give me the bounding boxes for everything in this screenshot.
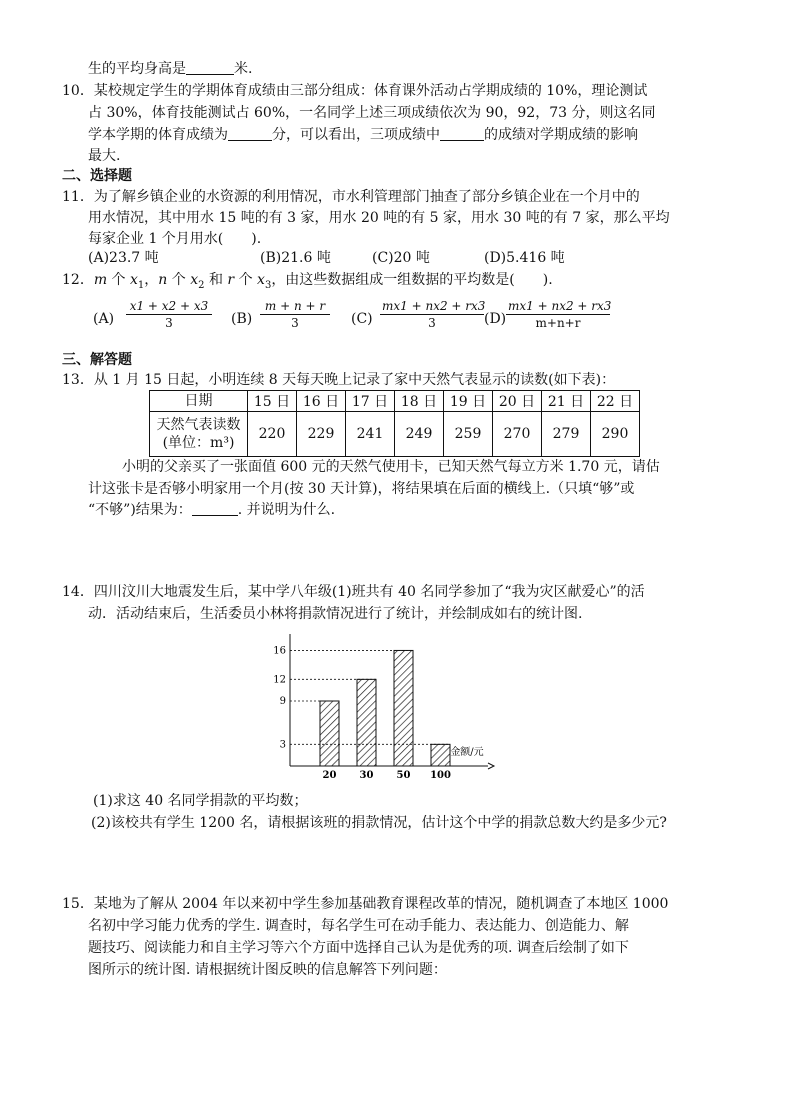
q13-line3: “不够”)结果为： . 并说明为什么.: [88, 502, 336, 518]
q14-sub1: (1)求这 40 名同学捐款的平均数；: [93, 793, 308, 809]
q11-line1: 11．为了解乡镇企业的水资源的利用情况，市水利管理部门抽查了部分乡镇企业在一个月中的: [62, 189, 640, 205]
x-axis-label: 金额/元: [450, 747, 484, 758]
table-header-cell: 日期: [150, 391, 248, 412]
q15-line2: 名初中学习能力优秀的学生. 调查时，每名学生可在动手能力、表达能力、创造能力、解: [88, 918, 629, 934]
q12-option-b-label: (B): [231, 311, 253, 327]
table-cell: 249: [395, 412, 444, 457]
x-tick-label: 30: [359, 770, 374, 780]
table-cell: 270: [493, 412, 542, 457]
table-row: [150, 412, 640, 457]
q15-line1: 15．某地为了解从 2004 年以来初中学生参加基础教育课程改革的情况，随机调查了本地区 1000: [62, 896, 669, 912]
q11-line3: 每家企业 1 个月用水( ).: [88, 231, 262, 247]
x-axis-arrow: [488, 763, 494, 769]
table-header-cell: 15 日: [248, 391, 297, 412]
table-cell: 279: [542, 412, 591, 457]
bar-50: [394, 650, 413, 766]
q15-line4: 图所示的统计图. 请根据统计图反映的信息解答下列问题：: [88, 962, 447, 978]
answer-blank: [186, 60, 234, 75]
q10-line3: 学本学期的体育成绩为 分，可以看出，三项成绩中 的成绩对学期成绩的影响: [88, 127, 638, 143]
table-header-row: [150, 391, 640, 412]
gas-reading-table: [149, 390, 640, 457]
donation-bar-chart: [262, 630, 502, 780]
table-cell: 259: [444, 412, 493, 457]
x-tick-label: 20: [322, 770, 337, 780]
table-header-cell: 22 日: [591, 391, 640, 412]
table-header-cell: 18 日: [395, 391, 444, 412]
bar-30: [357, 679, 376, 766]
q12-option-a-label: (A): [93, 311, 115, 327]
y-tick-label: 9: [279, 696, 286, 707]
y-tick-label: 12: [273, 674, 286, 686]
q10-line2: 占 30%，体育技能测试占 60%，一名同学上述三项成绩依次为 90，92，73 分，则这名同: [88, 105, 656, 121]
q9-tail: 生的平均身高是 米.: [88, 61, 253, 77]
bar-100: [431, 744, 450, 766]
q14-sub2: (2)该校共有学生 1200 名，请根据该班的捐款情况，估计这个中学的捐款总数大约是多少元?: [91, 815, 667, 831]
table-cell: 241: [346, 412, 395, 457]
q12-option-c-label: (C): [351, 311, 373, 327]
q14-line1: 14．四川汶川大地震发生后，某中学八年级(1)班共有 40 名同学参加了“我为灾区献爱心”的活: [62, 584, 645, 600]
bar-20: [320, 701, 339, 766]
section-heading-answer: 三、解答题: [62, 352, 132, 368]
q11-option-d: (D)5.416 吨: [484, 250, 565, 266]
table-header-cell: 17 日: [346, 391, 395, 412]
q15-line3: 题技巧、阅读能力和自主学习等六个方面中选择自己认为是优秀的项. 调查后绘制了如下: [88, 940, 629, 956]
y-tick-label: 16: [273, 645, 286, 657]
q10-line1: 10．某校规定学生的学期体育成绩由三部分组成：体育课外活动占学期成绩的 10%，理论测试: [62, 83, 648, 99]
answer-blank: [192, 501, 238, 516]
q12-option-d-label: (D): [484, 311, 507, 327]
q13-line2: 计这张卡是否够小明家用一个月(按 30 天计算)，将结果填在后面的横线上.（只填“够”或: [88, 481, 635, 497]
answer-blank: [440, 126, 484, 141]
table-row-label: 天然气表读数 (单位：m³): [150, 412, 248, 457]
q12-fraction-a: $\frac{x1 + x2 + x3}{3}$: [126, 299, 212, 330]
q10-line4: 最大.: [88, 148, 121, 164]
q14-line2: 动．活动结束后，生活委员小林将捐款情况进行了统计，并绘制成如右的统计图.: [88, 606, 583, 622]
table-header-cell: 16 日: [297, 391, 346, 412]
q12-fraction-d: $\frac{mx1 + nx2 + rx3}{m+n+r}$: [508, 299, 612, 330]
y-tick-label: 3: [279, 739, 286, 751]
x-tick-label: 100: [430, 770, 451, 780]
q11-line2: 用水情况，其中用水 15 吨的有 3 家，用水 20 吨的有 5 家，用水 30 吨的有 7 家，那么平均: [88, 210, 670, 226]
table-header-cell: 19 日: [444, 391, 493, 412]
q12-fraction-c: $\frac{mx1 + nx2 + rx3}{3}$: [382, 299, 486, 330]
table-cell: 290: [591, 412, 640, 457]
q11-option-a: (A)23.7 吨: [88, 250, 159, 266]
table-cell: 229: [297, 412, 346, 457]
q11-option-b: (B)21.6 吨: [260, 250, 331, 266]
section-heading-choice: 二、选择题: [62, 168, 132, 184]
q11-option-c: (C)20 吨: [372, 250, 430, 266]
q12-fraction-b: $\frac{m + n + r}{3}$: [260, 299, 330, 330]
q13-line1: 小明的父亲买了一张面值 600 元的天然气使用卡，已知天然气每立方米 1.70 元，请估: [122, 459, 660, 475]
table-header-cell: 21 日: [542, 391, 591, 412]
answer-blank: [228, 126, 272, 141]
table-header-cell: 20 日: [493, 391, 542, 412]
table-cell: 220: [248, 412, 297, 457]
x-tick-label: 50: [396, 770, 411, 780]
q12-stem: 12．m 个 $x_1$，n 个 $x_2$ 和 r 个 $x_3$，由这些数据组成一组数据的平均数是( ).: [62, 272, 553, 291]
q13-intro: 13．从 1 月 15 日起，小明连续 8 天每天晚上记录了家中天然气表显示的读数(如下表)：: [62, 372, 616, 388]
